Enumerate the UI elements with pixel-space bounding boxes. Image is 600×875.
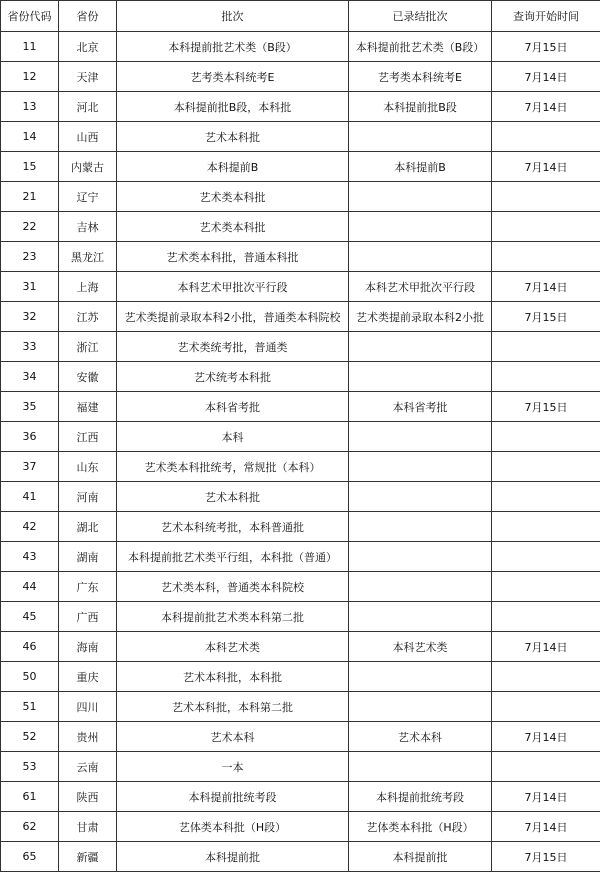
table-row [1,782,600,812]
cell-province: 江西 [59,422,117,452]
cell-query-start-time: 7月14日 [492,812,600,842]
cell-province: 辽宁 [59,182,117,212]
table-header [1,1,600,32]
cell-query-start-time [492,212,600,242]
table-row [1,722,600,752]
table-row [1,842,600,872]
table-row [1,62,600,92]
cell-province: 重庆 [59,662,117,692]
table-row [1,272,600,302]
cell-recorded-batch: 本科提前批统考段 [349,782,492,812]
table-row [1,152,600,182]
cell-batch: 本科提前批统考段 [117,782,349,812]
cell-province: 山西 [59,122,117,152]
cell-query-start-time [492,242,600,272]
cell-recorded-batch [349,602,492,632]
cell-recorded-batch: 本科提前批艺术类（B段） [349,32,492,62]
cell-batch: 本科提前批B段，本科批 [117,92,349,122]
cell-province-code: 45 [1,602,59,632]
table-row [1,812,600,842]
cell-batch: 本科提前批艺术类本科第二批 [117,602,349,632]
table-row [1,602,600,632]
cell-batch: 本科提前B [117,152,349,182]
cell-query-start-time: 7月14日 [492,92,600,122]
cell-province: 新疆 [59,842,117,872]
cell-recorded-batch [349,122,492,152]
cell-batch: 艺术类统考批，普通类 [117,332,349,362]
table-row [1,182,600,212]
cell-batch: 艺术类本科，普通类本科院校 [117,572,349,602]
cell-recorded-batch [349,662,492,692]
table-row [1,512,600,542]
table-row [1,452,600,482]
cell-province-code: 44 [1,572,59,602]
cell-province: 黑龙江 [59,242,117,272]
cell-batch: 艺术本科批，本科批 [117,662,349,692]
cell-batch: 艺术本科统考批，本科普通批 [117,512,349,542]
cell-batch: 艺术类本科批统考，常规批（本科） [117,452,349,482]
header-recorded-batch: 已录结批次 [349,1,492,32]
cell-batch: 本科省考批 [117,392,349,422]
cell-batch: 艺术本科批 [117,482,349,512]
header-province-code: 省份代码 [1,1,59,32]
header-query-start-time: 查询开始时间 [492,1,600,32]
cell-recorded-batch: 本科提前B [349,152,492,182]
cell-province-code: 37 [1,452,59,482]
cell-province-code: 42 [1,512,59,542]
table-row [1,572,600,602]
cell-recorded-batch: 艺考类本科统考E [349,62,492,92]
table-row [1,212,600,242]
cell-province: 广东 [59,572,117,602]
cell-query-start-time [492,452,600,482]
cell-batch: 本科提前批艺术类（B段） [117,32,349,62]
cell-batch: 本科提前批 [117,842,349,872]
cell-query-start-time [492,572,600,602]
cell-province: 内蒙古 [59,152,117,182]
cell-query-start-time [492,422,600,452]
cell-province-code: 41 [1,482,59,512]
header-row [1,1,600,32]
cell-recorded-batch [349,512,492,542]
cell-recorded-batch: 本科省考批 [349,392,492,422]
cell-query-start-time: 7月15日 [492,392,600,422]
cell-province: 安徽 [59,362,117,392]
cell-province: 吉林 [59,212,117,242]
cell-province-code: 46 [1,632,59,662]
cell-province: 四川 [59,692,117,722]
cell-query-start-time: 7月14日 [492,782,600,812]
table-row [1,32,600,62]
cell-province: 江苏 [59,302,117,332]
cell-province-code: 62 [1,812,59,842]
cell-recorded-batch [349,692,492,722]
cell-recorded-batch [349,212,492,242]
cell-province: 云南 [59,752,117,782]
cell-recorded-batch [349,182,492,212]
cell-recorded-batch: 本科艺术类 [349,632,492,662]
cell-query-start-time: 7月14日 [492,722,600,752]
header-province: 省份 [59,1,117,32]
table-row [1,332,600,362]
cell-province: 甘肃 [59,812,117,842]
cell-province: 海南 [59,632,117,662]
cell-province: 山东 [59,452,117,482]
cell-query-start-time: 7月14日 [492,632,600,662]
cell-batch: 艺考类本科统考E [117,62,349,92]
table-row [1,242,600,272]
cell-batch: 艺术类本科批，普通本科批 [117,242,349,272]
cell-query-start-time [492,542,600,572]
cell-province-code: 53 [1,752,59,782]
cell-query-start-time [492,662,600,692]
cell-recorded-batch [349,242,492,272]
cell-batch: 本科艺术甲批次平行段 [117,272,349,302]
cell-province-code: 14 [1,122,59,152]
cell-province-code: 23 [1,242,59,272]
cell-province-code: 22 [1,212,59,242]
cell-recorded-batch: 本科提前批 [349,842,492,872]
cell-batch: 本科 [117,422,349,452]
cell-query-start-time [492,692,600,722]
cell-recorded-batch [349,452,492,482]
cell-province-code: 33 [1,332,59,362]
cell-query-start-time [492,512,600,542]
cell-province-code: 13 [1,92,59,122]
cell-province: 天津 [59,62,117,92]
cell-province: 陕西 [59,782,117,812]
cell-recorded-batch [349,482,492,512]
cell-batch: 艺术类提前录取本科2小批，普通类本科院校 [117,302,349,332]
cell-query-start-time [492,602,600,632]
cell-batch: 艺术统考本科批 [117,362,349,392]
cell-province-code: 50 [1,662,59,692]
cell-province-code: 31 [1,272,59,302]
cell-province-code: 36 [1,422,59,452]
cell-province: 湖北 [59,512,117,542]
cell-recorded-batch: 艺术本科 [349,722,492,752]
cell-province-code: 51 [1,692,59,722]
cell-batch: 艺术本科 [117,722,349,752]
cell-query-start-time: 7月14日 [492,272,600,302]
cell-recorded-batch [349,332,492,362]
cell-batch: 艺术类本科批 [117,182,349,212]
cell-province: 湖南 [59,542,117,572]
cell-province: 河南 [59,482,117,512]
cell-batch: 艺术类本科批 [117,212,349,242]
cell-recorded-batch: 艺术类提前录取本科2小批 [349,302,492,332]
cell-batch: 艺体类本科批（H段） [117,812,349,842]
table-row [1,482,600,512]
table-row [1,632,600,662]
cell-query-start-time: 7月15日 [492,32,600,62]
cell-province-code: 43 [1,542,59,572]
table-row [1,542,600,572]
cell-query-start-time [492,752,600,782]
cell-province: 福建 [59,392,117,422]
cell-batch: 本科提前批艺术类平行组，本科批（普通） [117,542,349,572]
cell-batch: 艺术本科批 [117,122,349,152]
cell-batch: 艺术本科批，本科第二批 [117,692,349,722]
cell-province-code: 35 [1,392,59,422]
cell-query-start-time [492,332,600,362]
cell-query-start-time: 7月15日 [492,842,600,872]
cell-query-start-time: 7月14日 [492,152,600,182]
cell-province: 浙江 [59,332,117,362]
cell-recorded-batch [349,422,492,452]
cell-query-start-time [492,182,600,212]
table-row [1,362,600,392]
cell-province-code: 52 [1,722,59,752]
table-row [1,422,600,452]
cell-province-code: 32 [1,302,59,332]
cell-recorded-batch: 艺体类本科批（H段） [349,812,492,842]
cell-province-code: 12 [1,62,59,92]
cell-batch: 本科艺术类 [117,632,349,662]
cell-query-start-time [492,482,600,512]
cell-province-code: 15 [1,152,59,182]
table-row [1,752,600,782]
cell-province-code: 65 [1,842,59,872]
table-row [1,692,600,722]
cell-province: 广西 [59,602,117,632]
cell-province: 河北 [59,92,117,122]
cell-recorded-batch: 本科提前批B段 [349,92,492,122]
cell-query-start-time [492,122,600,152]
table-body [1,32,600,872]
table-row [1,122,600,152]
table-row [1,392,600,422]
cell-province-code: 61 [1,782,59,812]
cell-province: 北京 [59,32,117,62]
cell-province: 贵州 [59,722,117,752]
cell-recorded-batch [349,542,492,572]
cell-batch: 一本 [117,752,349,782]
cell-query-start-time: 7月14日 [492,62,600,92]
cell-query-start-time: 7月15日 [492,302,600,332]
cell-recorded-batch [349,362,492,392]
header-batch: 批次 [117,1,349,32]
cell-recorded-batch [349,572,492,602]
cell-province: 上海 [59,272,117,302]
cell-province-code: 34 [1,362,59,392]
cell-recorded-batch [349,752,492,782]
table-row [1,662,600,692]
table-row [1,92,600,122]
cell-province-code: 21 [1,182,59,212]
table-row [1,302,600,332]
cell-query-start-time [492,362,600,392]
cell-province-code: 11 [1,32,59,62]
cell-recorded-batch: 本科艺术甲批次平行段 [349,272,492,302]
